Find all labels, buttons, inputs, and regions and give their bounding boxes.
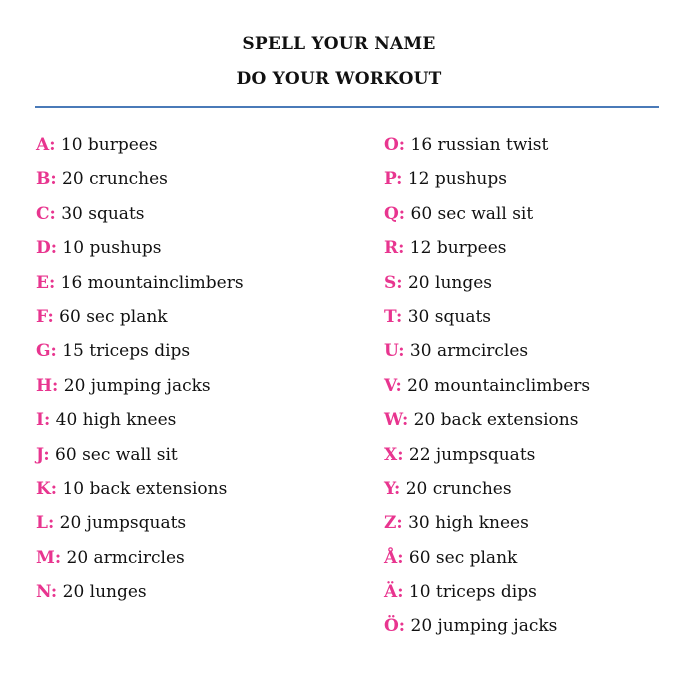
letter-label: J:: [36, 444, 50, 465]
letter-label: R:: [384, 238, 405, 259]
letter-label: Ä:: [384, 582, 404, 603]
list-item: [36, 272, 244, 306]
list-item: [384, 409, 590, 443]
letter-label: Z:: [384, 513, 403, 534]
page-title: SPELL YOUR NAME: [242, 34, 436, 54]
list-item: [36, 203, 244, 237]
exercise-text: 60 sec plank: [53, 306, 168, 327]
list-item: [384, 547, 590, 581]
exercise-text: 12 pushups: [402, 169, 507, 190]
letter-label: D:: [36, 238, 58, 259]
exercise-text: 10 pushups: [57, 238, 162, 259]
letter-label: U:: [384, 341, 405, 362]
list-item: [384, 478, 590, 512]
exercise-text: 30 high knees: [402, 513, 529, 534]
exercise-text: 20 crunches: [400, 478, 512, 499]
exercise-text: 15 triceps dips: [56, 341, 191, 362]
letter-label: H:: [36, 375, 59, 396]
letter-label: M:: [36, 547, 62, 568]
letter-label: K:: [36, 478, 58, 499]
letter-label: W:: [384, 410, 409, 431]
left-column: [36, 134, 244, 615]
list-item: [384, 444, 590, 478]
list-item: [36, 237, 244, 271]
letter-label: I:: [36, 410, 51, 431]
list-item: [384, 134, 590, 168]
exercise-text: 30 armcircles: [404, 341, 529, 362]
exercise-text: 20 lunges: [402, 272, 493, 293]
list-item: [36, 409, 244, 443]
list-item: [384, 340, 590, 374]
list-item: [36, 444, 244, 478]
list-item: [36, 512, 244, 546]
exercise-text: 20 mountainclimbers: [401, 375, 591, 396]
exercise-text: 40 high knees: [50, 410, 177, 431]
exercise-text: 12 burpees: [404, 238, 507, 259]
letter-label: G:: [36, 341, 57, 362]
letter-label: O:: [384, 135, 406, 155]
list-item: [384, 615, 590, 649]
page-subtitle: DO YOUR WORKOUT: [236, 69, 442, 89]
list-item: [36, 340, 244, 374]
letter-label: S:: [384, 272, 403, 293]
list-item: [36, 581, 244, 615]
letter-label: T:: [384, 306, 403, 327]
exercise-text: 60 sec wall sit: [405, 203, 534, 224]
exercise-text: 30 squats: [402, 306, 492, 327]
letter-label: X:: [384, 444, 404, 465]
exercise-text: 60 sec plank: [403, 547, 518, 568]
letter-label: E:: [36, 272, 56, 293]
exercise-text: 20 lunges: [57, 582, 147, 603]
exercise-text: 20 jumping jacks: [405, 616, 558, 637]
list-item: [384, 375, 590, 409]
letter-label: L:: [36, 513, 55, 534]
letter-label: P:: [384, 169, 403, 190]
divider: [35, 106, 659, 108]
letter-label: Ö:: [384, 616, 406, 637]
list-item: [384, 512, 590, 546]
letter-label: V:: [384, 375, 402, 396]
exercise-text: 10 triceps dips: [403, 582, 537, 603]
list-item: [36, 306, 244, 340]
exercise-text: 16 mountainclimbers: [55, 272, 244, 293]
exercise-text: 60 sec wall sit: [49, 444, 178, 465]
list-item: [36, 547, 244, 581]
exercise-text: 10 burpees: [55, 135, 158, 155]
exercise-text: 22 jumpsquats: [403, 444, 536, 465]
letter-label: F:: [36, 306, 54, 327]
letter-label: C:: [36, 203, 56, 224]
exercise-text: 20 armcircles: [61, 547, 185, 568]
exercise-text: 20 jumping jacks: [58, 375, 211, 396]
exercise-text: 20 crunches: [56, 169, 168, 190]
letter-label: A:: [36, 135, 56, 155]
letter-label: N:: [36, 582, 58, 603]
list-item: [384, 168, 590, 202]
exercise-text: 20 back extensions: [408, 410, 579, 431]
list-item: [384, 306, 590, 340]
exercise-text: 10 back extensions: [57, 478, 228, 499]
list-item: [384, 272, 590, 306]
exercise-text: 30 squats: [55, 203, 145, 224]
list-item: [384, 203, 590, 237]
list-item: [36, 134, 244, 168]
list-item: [384, 237, 590, 271]
letter-label: B:: [36, 169, 57, 190]
right-column: [384, 134, 590, 650]
list-item: [36, 375, 244, 409]
letter-label: Å:: [384, 547, 404, 568]
list-item: [36, 478, 244, 512]
exercise-text: 16 russian twist: [405, 135, 549, 155]
list-item: [36, 168, 244, 202]
letter-label: Q:: [384, 203, 406, 224]
letter-label: Y:: [384, 478, 401, 499]
list-item: [384, 581, 590, 615]
exercise-text: 20 jumpsquats: [54, 513, 187, 534]
